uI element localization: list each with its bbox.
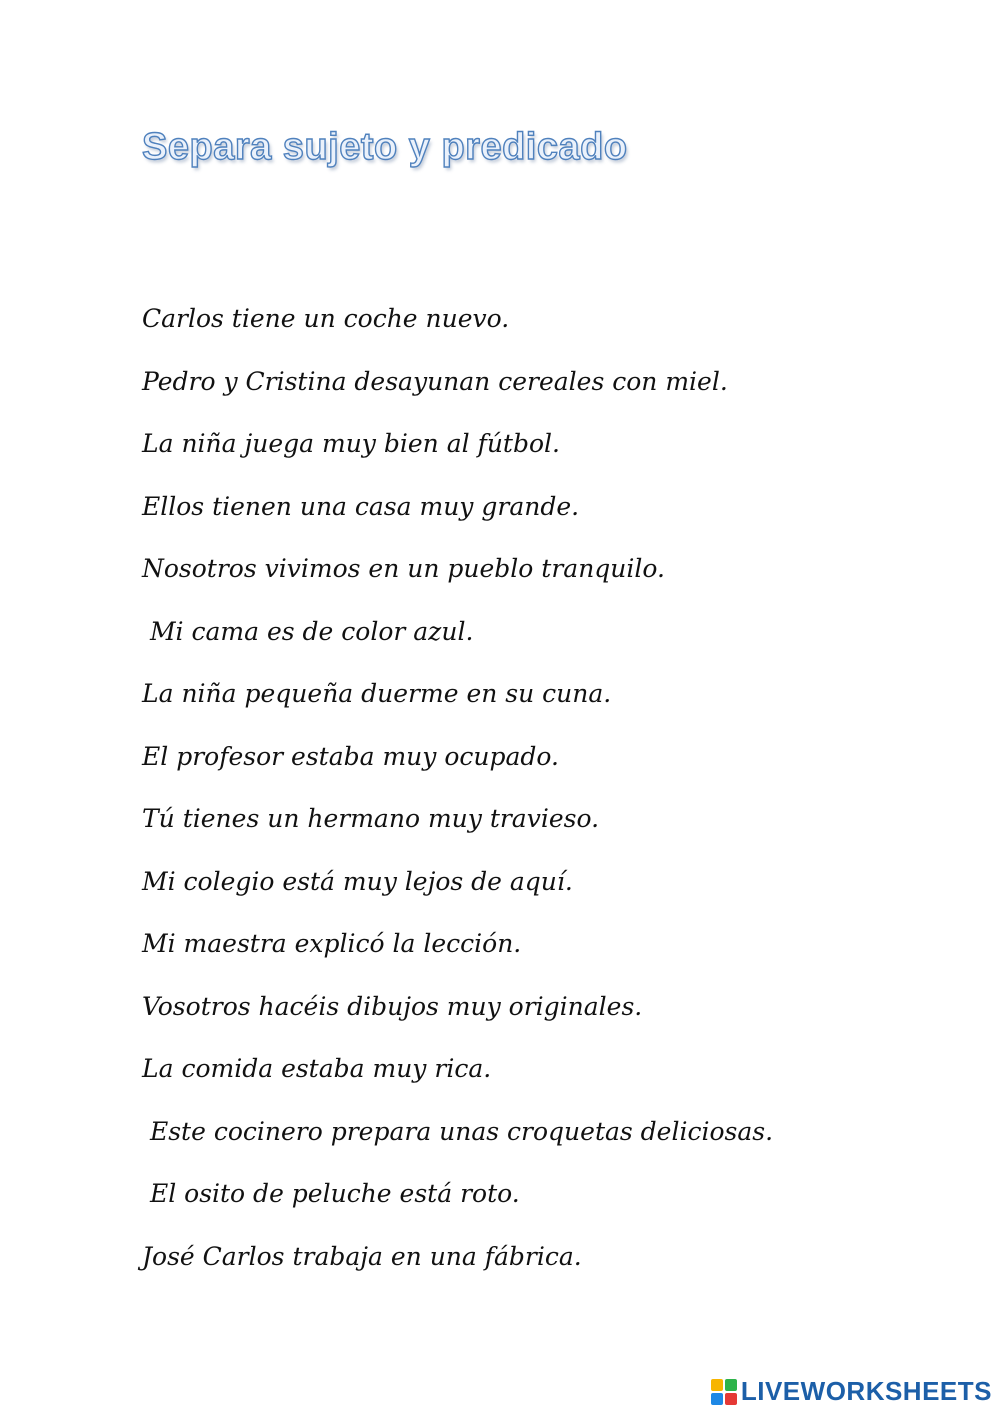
sentence-list bbox=[142, 296, 773, 1296]
sentence-item: La comida estaba muy rica. bbox=[142, 1054, 492, 1083]
sentence-item: El profesor estaba muy ocupado. bbox=[142, 741, 559, 771]
liveworksheets-logo[interactable] bbox=[711, 1376, 992, 1407]
sentence-item: La niña pequeña duerme en su cuna. bbox=[142, 679, 612, 708]
sentence-item: Mi colegio está muy lejos de aquí. bbox=[142, 866, 573, 896]
sentence-item: Nosotros vivimos en un pueblo tranquilo. bbox=[142, 554, 665, 583]
sentence-item: José Carlos trabaja en una fábrica. bbox=[142, 1241, 582, 1271]
sentence-item: Vosotros hacéis dibujos muy originales. bbox=[142, 991, 643, 1021]
sentence-item: Pedro y Cristina desayunan cereales con miel. bbox=[142, 366, 728, 396]
sentence-item: Este cocinero prepara unas croquetas deliciosas. bbox=[142, 1116, 774, 1146]
sentence-item: El osito de peluche está roto. bbox=[142, 1179, 520, 1208]
liveworksheets-logo-icon bbox=[711, 1379, 737, 1405]
liveworksheets-brand-text: LIVEWORKSHEETS bbox=[740, 1376, 992, 1406]
sentence-item: Mi maestra explicó la lección. bbox=[142, 929, 522, 958]
sentence-item: Carlos tiene un coche nuevo. bbox=[142, 304, 510, 333]
sentence-item: Ellos tienen una casa muy grande. bbox=[142, 491, 580, 521]
sentence-item: Tú tienes un hermano muy travieso. bbox=[142, 804, 600, 833]
worksheet-title: Separa sujeto y predicado bbox=[142, 126, 628, 168]
sentence-item: La niña juega muy bien al fútbol. bbox=[142, 429, 560, 458]
sentence-item: Mi cama es de color azul. bbox=[142, 616, 474, 646]
